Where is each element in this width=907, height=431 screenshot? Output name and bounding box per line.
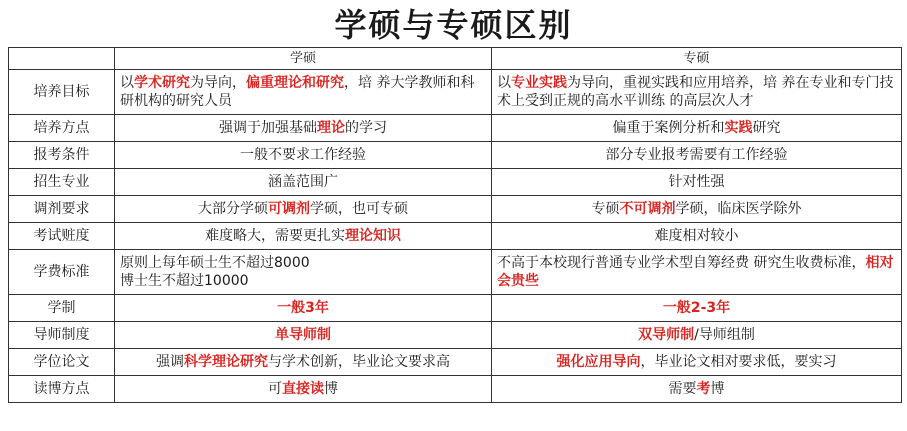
highlight-text: 强化应用导向 xyxy=(556,354,641,370)
cell-text: ，毕业论文相对要求低，要实习 xyxy=(640,354,837,370)
highlight-text: 科学理论研究 xyxy=(184,354,268,370)
header-row xyxy=(9,48,902,70)
highlight-text: 考 xyxy=(696,381,711,397)
row-label: 培养目标 xyxy=(9,70,115,115)
cell-text: 不高于本校现行普通专业学术型自筹经费 研究生收费标准， xyxy=(497,255,866,271)
highlight-text: 实践 xyxy=(724,120,753,136)
table-row xyxy=(9,295,902,322)
cell-text: 强调 xyxy=(156,354,184,370)
highlight-text: 一般3年 xyxy=(277,300,329,316)
xueshuo-cell xyxy=(115,250,492,295)
table-row xyxy=(9,169,902,196)
zhuanshuo-cell xyxy=(492,142,902,169)
zhuanshuo-cell xyxy=(492,250,902,295)
zhuanshuo-cell xyxy=(492,349,902,376)
cell-text: 一般不要求工作经验 xyxy=(240,147,366,163)
cell-text: 为导向，重视实践和应用培养，培 养在专业和专门技术上受到正规的高水平训练 的高层次人才 xyxy=(497,75,894,109)
comparison-table xyxy=(8,47,902,403)
cell-text: 难度略大，需要更扎实 xyxy=(205,228,345,244)
row-label: 培养方点 xyxy=(9,115,115,142)
table-row xyxy=(9,322,902,349)
table-row xyxy=(9,223,902,250)
highlight-text: 单导师制 xyxy=(275,327,331,343)
table-row xyxy=(9,376,902,403)
cell-text: 原则上每年硕士生不超过8000 博士生不超过10000 xyxy=(120,255,310,289)
row-label: 学位论文 xyxy=(9,349,115,376)
cell-text: 学硕，临床医学除外 xyxy=(675,201,802,217)
cell-text: 强调于加强基础 xyxy=(219,120,317,136)
highlight-text: 不可调剂 xyxy=(619,201,676,217)
table-row xyxy=(9,70,902,115)
xueshuo-cell xyxy=(115,376,492,403)
cell-text: 为导向， xyxy=(190,75,246,91)
cell-text: 以 xyxy=(497,75,511,91)
xueshuo-cell xyxy=(115,349,492,376)
cell-text: 博 xyxy=(324,381,338,397)
cell-text: 研究 xyxy=(752,120,781,136)
highlight-text: 直接读 xyxy=(282,381,324,397)
zhuanshuo-cell xyxy=(492,115,902,142)
document-title: 学硕与专硕区别 xyxy=(334,6,573,44)
cell-text: 针对性强 xyxy=(668,174,725,190)
cell-text: 偏重于案例分析和 xyxy=(612,120,725,136)
table-row xyxy=(9,142,902,169)
row-label: 学费标准 xyxy=(9,250,115,295)
cell-text: 与学术创新，毕业论文要求高 xyxy=(268,354,450,370)
row-label: 报考条件 xyxy=(9,142,115,169)
zhuanshuo-cell xyxy=(492,169,902,196)
table-row xyxy=(9,349,902,376)
cell-text: 大部分学硕 xyxy=(198,201,268,217)
cell-text: 博 xyxy=(710,381,725,397)
xueshuo-cell xyxy=(115,322,492,349)
xueshuo-cell xyxy=(115,169,492,196)
highlight-text: 可调剂 xyxy=(268,201,310,217)
table-row xyxy=(9,115,902,142)
cell-text: 需要 xyxy=(668,381,697,397)
cell-text: 以 xyxy=(120,75,134,91)
xueshuo-cell xyxy=(115,223,492,250)
xueshuo-cell xyxy=(115,70,492,115)
table-row xyxy=(9,196,902,223)
cell-text: 难度相对较小 xyxy=(654,228,739,244)
header-empty-cell xyxy=(9,48,115,70)
highlight-text: 理论 xyxy=(317,120,345,136)
row-label: 读博方点 xyxy=(9,376,115,403)
zhuanshuo-cell xyxy=(492,196,902,223)
highlight-text: 相对会贵些 xyxy=(497,255,894,289)
header-xueshuo: 学硕 xyxy=(115,48,492,70)
cell-text: 学硕，也可专硕 xyxy=(310,201,408,217)
row-label: 考试赃度 xyxy=(9,223,115,250)
highlight-text: 理论知识 xyxy=(345,228,401,244)
row-label: 招生专业 xyxy=(9,169,115,196)
cell-text: 专硕 xyxy=(591,201,620,217)
highlight-text: 一般2-3年 xyxy=(662,300,731,316)
xueshuo-cell xyxy=(115,115,492,142)
cell-text: 可 xyxy=(268,381,282,397)
header-zhuanshuo: 专硕 xyxy=(492,48,902,70)
cell-text: 的学习 xyxy=(345,120,387,136)
zhuanshuo-cell xyxy=(492,322,902,349)
zhuanshuo-cell xyxy=(492,295,902,322)
highlight-text: 学术研究 xyxy=(134,75,190,91)
row-label: 调剂要求 xyxy=(9,196,115,223)
zhuanshuo-cell xyxy=(492,376,902,403)
cell-text: ，培 养大学教师和科研机构的研究人员 xyxy=(120,75,475,109)
xueshuo-cell xyxy=(115,196,492,223)
cell-text: 部分专业报考需要有工作经验 xyxy=(605,147,788,163)
highlight-text: 偏重理论和研究 xyxy=(246,75,344,91)
row-label: 学制 xyxy=(9,295,115,322)
highlight-text: 专业实践 xyxy=(511,75,567,91)
cell-text: 涵盖范围广 xyxy=(268,174,338,190)
zhuanshuo-cell xyxy=(492,70,902,115)
table-row xyxy=(9,250,902,295)
cell-text: /导师组制 xyxy=(694,327,755,343)
xueshuo-cell xyxy=(115,142,492,169)
highlight-text: 双导师制 xyxy=(638,327,695,343)
xueshuo-cell xyxy=(115,295,492,322)
zhuanshuo-cell xyxy=(492,223,902,250)
row-label: 导师制度 xyxy=(9,322,115,349)
